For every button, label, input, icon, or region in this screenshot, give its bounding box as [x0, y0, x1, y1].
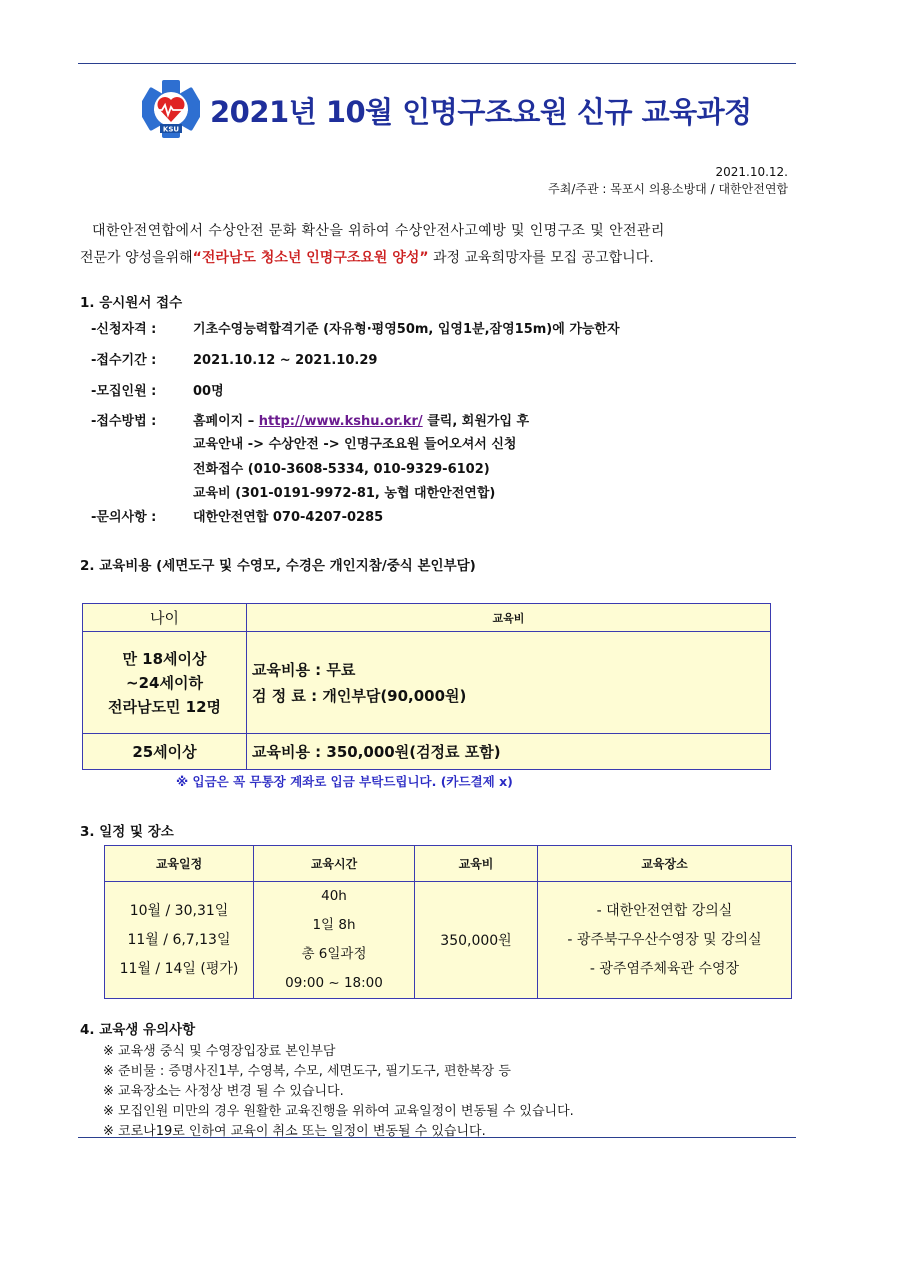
qualification-value: 기초수영능력합격기준 (자유형·평영50m, 입영1분,잠영15m)에 가능한자	[193, 322, 620, 337]
schedule-fee-cell: 350,000원	[415, 882, 538, 999]
homepage-link[interactable]: http://www.kshu.or.kr/	[258, 414, 423, 429]
count-label: -모집인원 :	[91, 384, 157, 399]
intro-line-2-post: 과정 교육희망자를 모집 공고합니다.	[428, 250, 654, 266]
schedule-header	[105, 846, 792, 882]
fee-cell: 교육비용 : 350,000원(검정료 포함)	[247, 734, 771, 770]
col-time: 교육시간	[254, 846, 415, 882]
period-label: -접수기간 :	[91, 353, 157, 368]
fee-table-header	[83, 604, 771, 632]
contact-label: -문의사항 :	[91, 510, 157, 525]
contact-row	[91, 506, 383, 525]
intro-paragraph	[80, 218, 796, 272]
count-row	[91, 380, 224, 399]
top-rule	[78, 63, 796, 64]
intro-line-2	[80, 245, 796, 272]
date-line: 11월 / 6,7,13일	[127, 931, 231, 948]
host-line: 주최/주관 : 목포시 의용소방대 / 대한안전연합	[548, 182, 788, 196]
col-schedule: 교육일정	[105, 846, 254, 882]
bottom-rule	[78, 1137, 796, 1138]
method-line-3: 전화접수 (010-3608-5334, 010-9329-6102)	[193, 462, 490, 477]
method-line-2: 교육안내 -> 수상안전 -> 인명구조요원 들어오셔서 신청	[193, 437, 517, 452]
age-line: ~24세이하	[126, 673, 203, 692]
table-row	[83, 734, 771, 770]
age-cell	[83, 632, 247, 734]
col-age: 나이	[83, 604, 247, 632]
age-line: 만 18세이상	[122, 649, 207, 668]
list-item: ※ 코로나19로 인하여 교육이 취소 또는 일정이 변동될 수 있습니다.	[103, 1124, 486, 1139]
table-row	[105, 882, 792, 999]
table-row	[83, 632, 771, 734]
date-line: 10월 / 30,31일	[129, 902, 229, 919]
period-value: 2021.10.12 ~ 2021.10.29	[193, 353, 378, 368]
time-line: 총 6일과정	[301, 946, 367, 962]
section-2-heading: 2. 교육비용 (세면도구 및 수영모, 수경은 개인지참/중식 본인부담)	[80, 558, 476, 574]
fee-cell	[247, 632, 771, 734]
age-line: 전라남도민 12명	[107, 697, 222, 716]
time-line: 09:00 ~ 18:00	[285, 975, 383, 991]
list-item: ※ 교육장소는 사정상 변경 될 수 있습니다.	[103, 1084, 344, 1099]
method-label: -접수방법 :	[91, 414, 157, 429]
time-line: 1일 8h	[312, 917, 356, 933]
age-cell: 25세이상	[83, 734, 247, 770]
section-3-heading: 3. 일정 및 장소	[80, 824, 174, 840]
logo-text: KSU	[162, 125, 180, 134]
list-item: ※ 준비물 : 증명사진1부, 수영복, 수모, 세면도구, 필기도구, 편한복장 등	[103, 1064, 511, 1079]
fee-line: 검 정 료 : 개인부담(90,000원)	[252, 686, 467, 705]
list-item: ※ 교육생 중식 및 수영장입장료 본인부담	[103, 1044, 336, 1059]
issue-date: 2021.10.12.	[715, 165, 788, 179]
method-row	[91, 410, 529, 429]
col-fee: 교육비	[415, 846, 538, 882]
contact-value: 대한안전연합 070-4207-0285	[193, 510, 384, 525]
date-line: 11월 / 14일 (평가)	[119, 960, 239, 977]
title-block	[140, 78, 760, 144]
period-row	[91, 349, 377, 368]
page-title: 2021년 10월 인명구조요원 신규 교육과정	[210, 95, 752, 129]
method-pre: 홈페이지 –	[193, 414, 259, 429]
place-line: - 광주염주체육관 수영장	[589, 960, 740, 977]
method-line-4: 교육비 (301-0191-9972-81, 농협 대한안전연합)	[193, 486, 496, 501]
col-place: 교육장소	[538, 846, 792, 882]
fee-line: 교육비용 : 무료	[252, 660, 356, 679]
section-4-heading: 4. 교육생 유의사항	[80, 1022, 196, 1038]
schedule-time-cell	[254, 882, 415, 999]
time-line: 40h	[321, 888, 347, 904]
schedule-dates-cell	[105, 882, 254, 999]
cross-heart-logo-icon	[140, 78, 202, 140]
list-item: ※ 모집인원 미만의 경우 원활한 교육진행을 위하여 교육일정이 변동될 수 있습니다.	[103, 1104, 574, 1119]
schedule-table	[104, 845, 792, 999]
program-name: “전라남도 청소년 인명구조요원 양성”	[192, 250, 429, 266]
payment-note: ※ 입금은 꼭 무통장 계좌로 입금 부탁드립니다. (카드결제 x)	[176, 774, 513, 789]
fee-table	[82, 603, 771, 770]
method-post: 클릭, 회원가입 후	[422, 414, 530, 429]
place-line: - 광주북구우산수영장 및 강의실	[567, 931, 762, 948]
intro-line-2-pre: 전문가 양성을위해	[80, 250, 193, 266]
qualification-label: -신청자격 :	[91, 322, 157, 337]
schedule-place-cell	[538, 882, 792, 999]
qualification-row	[91, 318, 620, 337]
place-line: - 대한안전연합 강의실	[596, 902, 733, 919]
intro-line-1: 대한안전연합에서 수상안전 문화 확산을 위하여 수상안전사고예방 및 인명구조 및 안전관리	[92, 223, 665, 239]
count-value: 00명	[193, 384, 224, 399]
section-1-heading: 1. 응시원서 접수	[80, 295, 183, 311]
col-fee: 교육비	[247, 604, 771, 632]
